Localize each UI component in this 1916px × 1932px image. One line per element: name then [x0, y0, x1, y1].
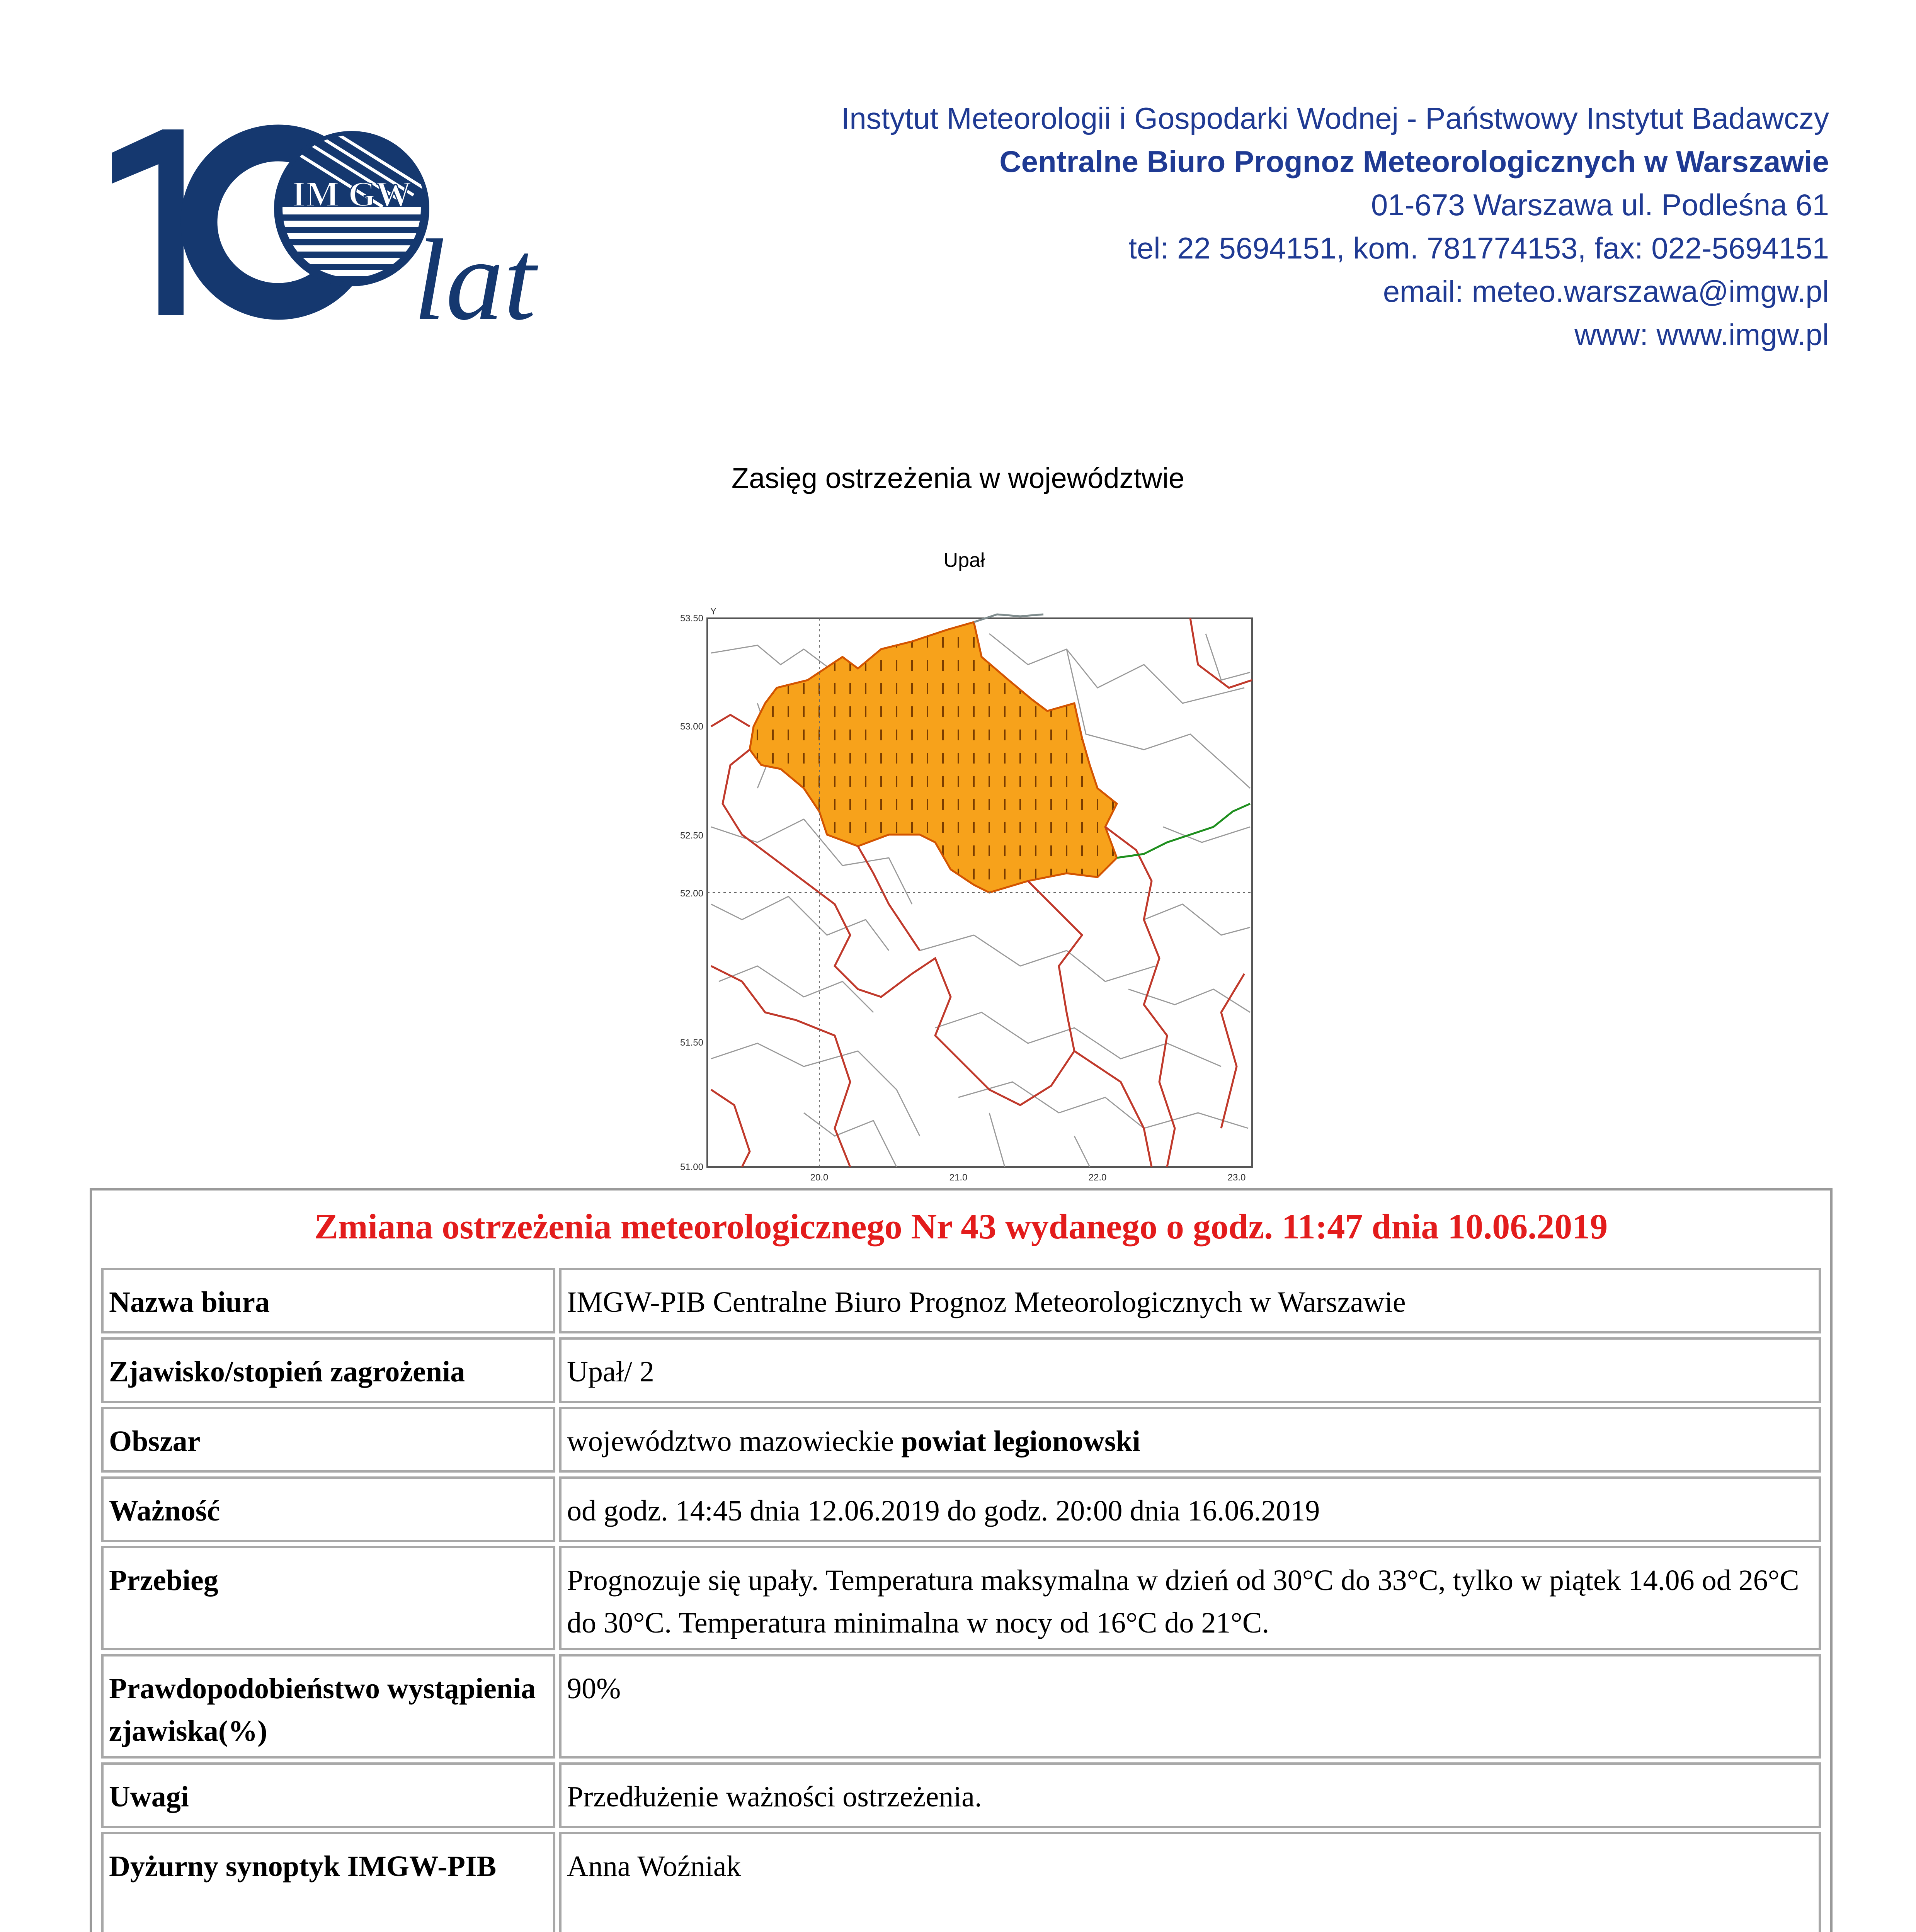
row-label: Zjawisko/stopień zagrożenia	[101, 1337, 555, 1403]
area-county: powiat legionowski	[901, 1425, 1140, 1458]
row-value: Prognozuje się upały. Temperatura maksymalna w dzień od 30°C do 33°C, tylko w piątek 14.06 od 26°C do 30°C. Temperatura minimalna w nocy od 16°C do 21°C.	[559, 1546, 1821, 1650]
warning-title: Zmiana ostrzeżenia meteorologicznego Nr 43 wydanego o godz. 11:47 dnia 10.06.2019	[314, 1207, 1608, 1246]
map-axis-label: Y	[710, 606, 717, 617]
institute-header	[841, 97, 1829, 356]
table-row	[101, 1832, 1821, 1932]
table-row	[101, 1407, 1821, 1473]
office-email[interactable]: email: meteo.warszawa@imgw.pl	[1383, 274, 1829, 308]
warning-map	[642, 587, 1291, 1190]
table-row	[101, 1337, 1821, 1403]
row-label: Dyżurny synoptyk IMGW-PIB	[101, 1832, 555, 1932]
imgw-100-lat-logo	[104, 118, 591, 334]
table-row	[101, 1762, 1821, 1828]
row-label: Nazwa biura	[101, 1268, 555, 1333]
office-address: 01-673 Warszawa ul. Podleśna 61	[1371, 188, 1829, 222]
table-row	[101, 1476, 1821, 1542]
map-x-tick: 21.0	[949, 1172, 968, 1183]
logo-suffix: lat	[413, 216, 536, 334]
map-y-tick: 53.50	[680, 613, 703, 624]
map-caption: Zasięg ostrzeżenia w województwie	[731, 462, 1185, 494]
map-title: Upał	[943, 549, 985, 571]
row-label: Prawdopodobieństwo wystąpienia zjawiska(%)	[101, 1654, 555, 1759]
map-y-tick: 52.00	[680, 888, 703, 899]
row-value: Przedłużenie ważności ostrzeżenia.	[559, 1762, 1821, 1828]
warning-document	[90, 1188, 1833, 1932]
map-y-tick: 52.50	[680, 830, 703, 841]
table-row	[101, 1654, 1821, 1759]
logo-emblem-text: IM GW	[292, 174, 412, 214]
logo-digit-one	[112, 129, 184, 315]
area-voivodeship: województwo mazowieckie	[567, 1425, 894, 1458]
row-value	[559, 1407, 1821, 1473]
map-y-tick: 51.00	[680, 1162, 703, 1172]
row-label: Obszar	[101, 1407, 555, 1473]
row-value: od godz. 14:45 dnia 12.06.2019 do godz. 20:00 dnia 16.06.2019	[559, 1476, 1821, 1542]
table-row	[101, 1268, 1821, 1333]
map-y-tick: 53.00	[680, 721, 703, 732]
office-phone: tel: 22 5694151, kom. 781774153, fax: 022-5694151	[1128, 231, 1829, 265]
row-value: 90%	[559, 1654, 1821, 1759]
table-row	[101, 1546, 1821, 1650]
institute-name: Instytut Meteorologii i Gospodarki Wodnej - Państwowy Instytut Badawczy	[841, 101, 1829, 135]
row-label: Uwagi	[101, 1762, 555, 1828]
row-value: IMGW-PIB Centralne Biuro Prognoz Meteorologicznych w Warszawie	[559, 1268, 1821, 1333]
map-x-tick: 20.0	[810, 1172, 829, 1183]
row-label: Ważność	[101, 1476, 555, 1542]
row-label: Przebieg	[101, 1546, 555, 1650]
imgw-emblem	[274, 133, 429, 282]
map-y-tick: 51.50	[680, 1037, 703, 1048]
row-value: Anna Woźniak	[559, 1832, 1821, 1932]
map-x-tick: 22.0	[1088, 1172, 1107, 1183]
map-x-tick: 23.0	[1227, 1172, 1246, 1183]
office-name: Centralne Biuro Prognoz Meteorologicznych w Warszawie	[999, 145, 1829, 179]
office-website[interactable]: www: www.imgw.pl	[1574, 318, 1829, 352]
row-value: Upał/ 2	[559, 1337, 1821, 1403]
